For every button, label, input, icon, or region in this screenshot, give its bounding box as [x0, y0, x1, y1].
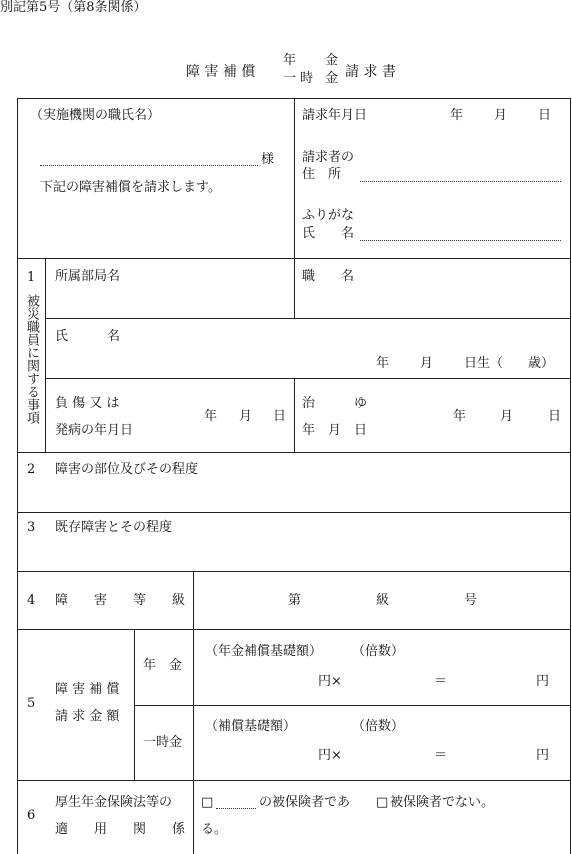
col-line: [294, 378, 295, 452]
section6-label-2: 適 用 関 係: [55, 822, 186, 837]
col-line: [193, 571, 194, 854]
request-date-label: 請求年月日: [302, 108, 368, 123]
grade-kyu: 級: [376, 593, 390, 608]
claimant-label: 請求者の: [302, 150, 355, 165]
section2-number: 2: [27, 462, 36, 477]
furigana-label: ふりがな: [302, 208, 355, 223]
grade-dai: 第: [288, 593, 302, 608]
pension-equals: ＝: [434, 674, 448, 689]
section5-label-1: 障 害 補 償: [55, 682, 120, 697]
section1-number: 1: [27, 270, 36, 285]
cure-label-1: 治 ゆ: [302, 396, 368, 411]
lump-basis-label: （補償基礎額）: [205, 719, 297, 734]
date-day-unit: 日: [538, 108, 552, 123]
cure-day-unit: 日: [548, 409, 562, 424]
dept-label: 所属部局名: [55, 269, 121, 284]
cure-label-2: 年 月 日: [302, 423, 368, 438]
col-line: [294, 98, 295, 258]
injury-label-1: 負 傷 又 は: [55, 396, 120, 411]
insured-text: の被保険者であ: [259, 795, 351, 810]
claimant-name-field[interactable]: [360, 240, 561, 241]
request-text: 下記の障害補償を請求します。: [40, 180, 221, 195]
not-insured-checkbox[interactable]: □: [376, 795, 389, 810]
section5-number: 5: [27, 696, 36, 711]
section3-number: 3: [27, 520, 36, 535]
pension-basis-label: （年金補償基礎額）: [205, 644, 323, 659]
section4-label: 障 害 等 級: [55, 593, 186, 608]
pension-yen-x: 円×: [318, 674, 342, 689]
birth-day-unit: 日生（: [464, 356, 504, 371]
pension-label: 年 金: [143, 658, 183, 673]
section4-number: 4: [27, 593, 36, 608]
title-kin-top: 金: [325, 53, 339, 68]
form-reference: 別記第5号（第8条関係）: [0, 0, 147, 15]
col-line: [45, 258, 46, 452]
section2-label: 障害の部位及びその程度: [55, 462, 199, 477]
title-left: 障 害 補 償: [186, 64, 256, 80]
row-line: [17, 571, 571, 572]
cure-month-unit: 月: [500, 409, 514, 424]
row-line: [45, 378, 571, 379]
title-kin-bottom: 金: [325, 71, 339, 86]
row-line: [45, 318, 571, 319]
title-year: 年: [283, 53, 297, 68]
lump-equals: ＝: [434, 748, 448, 763]
section5-label-2: 請 求 金 額: [55, 709, 120, 724]
section3-label: 既存障害とその程度: [55, 520, 173, 535]
lump-multiplier-label: （倍数）: [352, 719, 405, 734]
injury-day-unit: 日: [273, 409, 287, 424]
address-field[interactable]: [360, 181, 561, 182]
date-month-unit: 月: [494, 108, 508, 123]
pension-yen: 円: [536, 674, 550, 689]
col-line: [294, 258, 295, 318]
not-insured-text: 被保険者でない。: [390, 795, 495, 810]
lump-yen-x: 円×: [318, 748, 342, 763]
section1-vertical-label: 被災職員に関する事項: [24, 294, 39, 424]
title-lump: 一 時: [283, 71, 314, 86]
injury-label-2: 発病の年月日: [55, 423, 134, 438]
age-unit: 歳）: [528, 356, 555, 371]
date-year-unit: 年: [450, 108, 464, 123]
section6-label-1: 厚生年金保険法等の: [55, 795, 173, 810]
insured-checkbox[interactable]: □: [201, 795, 214, 810]
insurance-type-field[interactable]: [216, 808, 256, 809]
injury-year-unit: 年: [204, 409, 218, 424]
birth-month-unit: 月: [420, 356, 434, 371]
injury-month-unit: 月: [239, 409, 253, 424]
grade-go: 号: [464, 593, 478, 608]
lump-label: 一時金: [143, 735, 183, 750]
victim-name-label: 氏 名: [55, 329, 121, 344]
agency-label: （実施機関の職氏名）: [30, 108, 161, 123]
section6-number: 6: [27, 808, 36, 823]
row-line: [17, 512, 571, 513]
col-line: [134, 629, 135, 780]
insured-text-cont: る。: [201, 822, 228, 837]
cure-year-unit: 年: [453, 409, 467, 424]
job-title-label: 職 名: [302, 269, 355, 284]
row-line: [17, 629, 571, 630]
address-label: 住 所: [302, 167, 342, 182]
pension-multiplier-label: （倍数）: [352, 644, 405, 659]
title-right: 請 求 書: [345, 64, 396, 80]
sama-label: 様: [261, 152, 275, 167]
agency-name-field[interactable]: [40, 165, 258, 166]
claimant-name-label: 氏 名: [302, 226, 355, 241]
row-line: [17, 780, 571, 781]
row-line: [134, 705, 571, 706]
row-line: [17, 452, 571, 453]
lump-yen: 円: [536, 748, 550, 763]
birth-year-unit: 年: [376, 356, 390, 371]
